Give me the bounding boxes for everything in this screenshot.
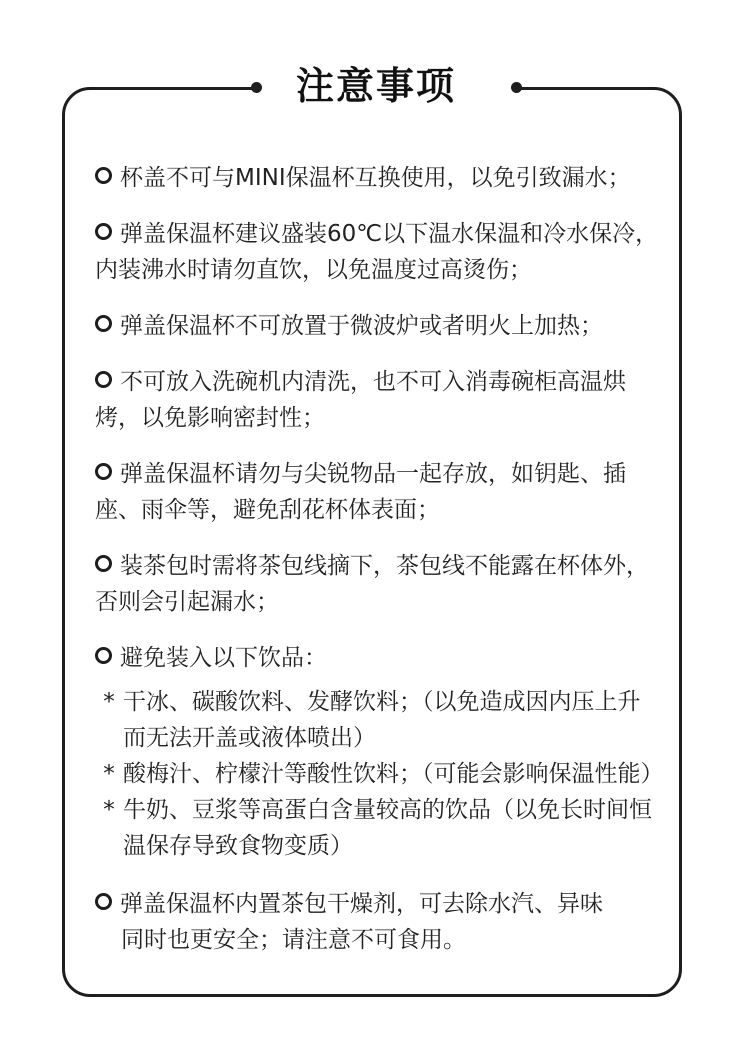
notice-item-text: 杯盖不可与MINI保温杯互换使用，以免引致漏水； xyxy=(120,165,631,191)
asterisk-icon: * xyxy=(103,761,115,787)
notice-item xyxy=(95,456,660,528)
notice-item-text: 不可放入洗碗机内清洗，也不可入消毒碗柜高温烘烤，以免影响密封性； xyxy=(95,369,626,431)
circle-bullet-icon xyxy=(95,167,112,184)
notice-item-text-continued: 同时也更安全；请注意不可食用。 xyxy=(121,927,466,953)
notice-item-text: 弹盖保温杯内置茶包干燥剂，可去除水汽、异味 xyxy=(120,891,603,917)
title-left-dot xyxy=(251,82,262,93)
notice-item-last xyxy=(95,886,660,958)
notice-item-text: 装茶包时需将茶包线摘下，茶包线不能露在杯体外，否则会引起漏水； xyxy=(95,553,649,615)
notice-item xyxy=(95,216,660,288)
sub-item-text: 干冰、碳酸饮料、发酵饮料；（以免造成因内压上升而无法开盖或液体喷出） xyxy=(123,689,641,751)
sub-list-item xyxy=(95,792,660,864)
asterisk-icon: * xyxy=(103,689,115,715)
notice-item-text: 弹盖保温杯建议盛装60℃以下温水保温和冷水保冷，内装沸水时请勿直饮，以免温度过高烫伤； xyxy=(95,221,659,283)
notice-item xyxy=(95,640,660,676)
circle-bullet-icon xyxy=(95,223,112,240)
notice-item xyxy=(95,548,660,620)
circle-bullet-icon xyxy=(95,315,112,332)
notice-item-text: 弹盖保温杯请勿与尖锐物品一起存放，如钥匙、插座、雨伞等，避免刮花杯体表面； xyxy=(95,461,626,523)
notice-item-text: 避免装入以下饮品： xyxy=(120,645,327,671)
beverage-sub-list xyxy=(95,684,664,864)
sub-list-item xyxy=(95,684,660,756)
circle-bullet-icon xyxy=(95,647,112,664)
sub-item-text: 酸梅汁、柠檬汁等酸性饮料；（可能会影响保温性能） xyxy=(123,761,664,787)
title-right-dot xyxy=(511,82,522,93)
circle-bullet-icon xyxy=(95,893,112,910)
notice-item xyxy=(95,364,660,436)
notice-title: 注意事项 xyxy=(295,64,456,108)
notice-item-text: 弹盖保温杯不可放置于微波炉或者明火上加热； xyxy=(120,313,603,339)
circle-bullet-icon xyxy=(95,371,112,388)
notice-item xyxy=(95,308,660,344)
asterisk-icon: * xyxy=(103,797,115,823)
circle-bullet-icon xyxy=(95,555,112,572)
notice-content xyxy=(95,160,664,978)
circle-bullet-icon xyxy=(95,463,112,480)
notice-item xyxy=(95,160,660,196)
sub-list-item xyxy=(95,756,664,792)
sub-item-text: 牛奶、豆浆等高蛋白含量较高的饮品（以免长时间恒温保存导致食物变质） xyxy=(123,797,652,859)
